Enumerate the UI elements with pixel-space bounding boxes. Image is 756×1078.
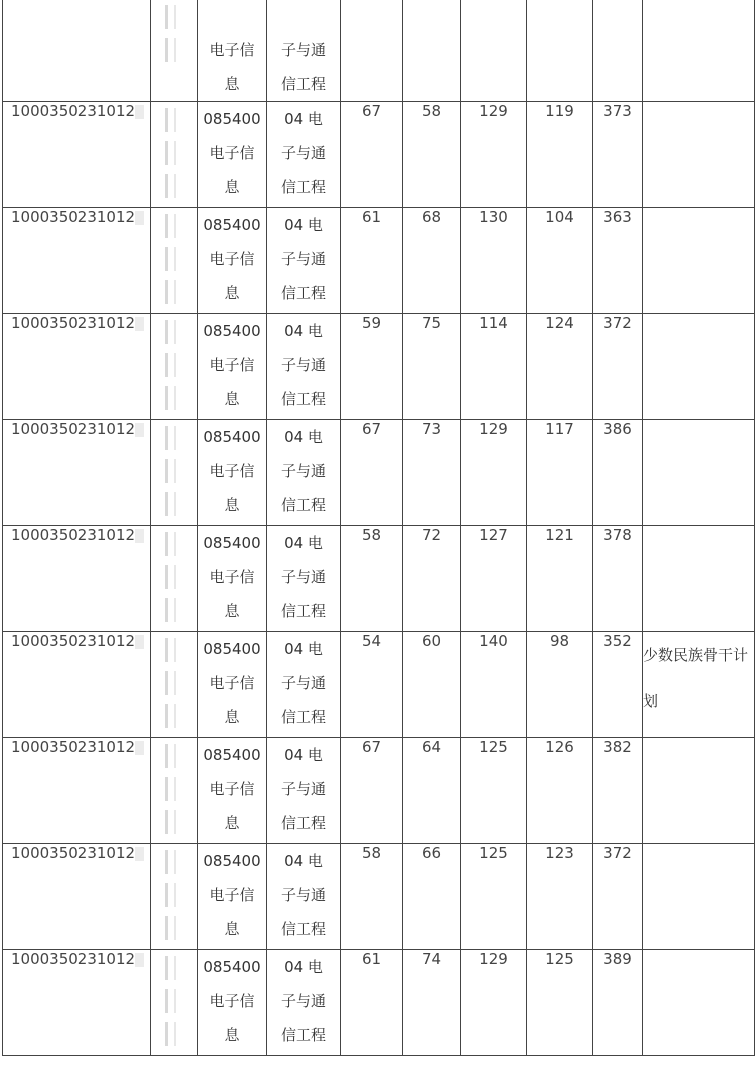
- redacted-name: [165, 5, 179, 62]
- redacted-name: [165, 744, 179, 834]
- candidate-id: 1000350231012: [11, 314, 136, 332]
- major-line: 子与通: [280, 674, 326, 692]
- remark-cell: [643, 738, 755, 844]
- total-score: [593, 0, 643, 102]
- program-code-cell: [198, 102, 267, 208]
- politics-score: 58: [341, 844, 403, 950]
- total-score: 352: [593, 632, 643, 738]
- major-line: 信工程: [280, 75, 326, 93]
- major-line: 子与通: [280, 780, 326, 798]
- code-line: 电子信: [209, 462, 255, 480]
- politics-score: 67: [341, 738, 403, 844]
- candidate-id-cell: [3, 950, 151, 1056]
- english-score: 58: [403, 102, 461, 208]
- total-score: 389: [593, 950, 643, 1056]
- candidate-id-cell: [3, 844, 151, 950]
- table-row: [3, 844, 755, 950]
- english-score: 64: [403, 738, 461, 844]
- code-line: [198, 0, 266, 33]
- table-row: [3, 420, 755, 526]
- code-line: 息: [224, 178, 240, 196]
- major-line: 04 电: [284, 640, 323, 658]
- major-cell: [267, 420, 341, 526]
- math-score: [461, 0, 527, 102]
- redacted-digits: [135, 741, 144, 755]
- major-line: 信工程: [280, 708, 326, 726]
- redacted-name: [165, 638, 179, 728]
- redacted-digits: [135, 635, 144, 649]
- math-score: 129: [461, 420, 527, 526]
- code-line: 电子信: [209, 41, 255, 59]
- code-line: 085400: [203, 746, 261, 764]
- redacted-digits: [135, 423, 144, 437]
- code-line: 电子信: [209, 674, 255, 692]
- remark-cell: [643, 844, 755, 950]
- candidate-name-cell: [151, 738, 198, 844]
- math-score: 129: [461, 950, 527, 1056]
- code-line: 息: [224, 602, 240, 620]
- english-score: 73: [403, 420, 461, 526]
- politics-score: 61: [341, 208, 403, 314]
- professional-score: 126: [527, 738, 593, 844]
- major-line: 子与通: [280, 568, 326, 586]
- politics-score: 59: [341, 314, 403, 420]
- major-cell: [267, 314, 341, 420]
- redacted-name: [165, 108, 179, 198]
- program-code-cell: [198, 950, 267, 1056]
- professional-score: 117: [527, 420, 593, 526]
- table-row: [3, 738, 755, 844]
- program-code-cell: [198, 844, 267, 950]
- major-line: 子与通: [280, 886, 326, 904]
- major-line: 信工程: [280, 284, 326, 302]
- math-score: 127: [461, 526, 527, 632]
- math-score: 125: [461, 738, 527, 844]
- code-line: 电子信: [209, 144, 255, 162]
- candidate-id-cell: [3, 0, 151, 102]
- program-code-cell: [198, 208, 267, 314]
- code-line: 息: [224, 708, 240, 726]
- professional-score: 124: [527, 314, 593, 420]
- code-line: 电子信: [209, 992, 255, 1010]
- candidate-name-cell: [151, 526, 198, 632]
- major-line: [267, 0, 340, 33]
- english-score: 72: [403, 526, 461, 632]
- major-cell: [267, 950, 341, 1056]
- remark-cell: [643, 102, 755, 208]
- code-line: 085400: [203, 428, 261, 446]
- major-line: 子与通: [280, 462, 326, 480]
- program-code-cell: [198, 738, 267, 844]
- major-line: 04 电: [284, 852, 323, 870]
- major-line: 子与通: [280, 144, 326, 162]
- total-score: 386: [593, 420, 643, 526]
- code-line: 息: [224, 920, 240, 938]
- candidate-name-cell: [151, 420, 198, 526]
- politics-score: 61: [341, 950, 403, 1056]
- candidate-id-cell: [3, 738, 151, 844]
- code-line: 085400: [203, 852, 261, 870]
- major-line: 信工程: [280, 814, 326, 832]
- math-score: 114: [461, 314, 527, 420]
- code-line: 085400: [203, 110, 261, 128]
- professional-score: 123: [527, 844, 593, 950]
- redacted-name: [165, 956, 179, 1046]
- program-code-cell: [198, 314, 267, 420]
- code-line: 电子信: [209, 356, 255, 374]
- major-cell: [267, 0, 341, 102]
- total-score: 363: [593, 208, 643, 314]
- table-row: [3, 208, 755, 314]
- major-line: 信工程: [280, 920, 326, 938]
- math-score: 130: [461, 208, 527, 314]
- code-line: 息: [224, 390, 240, 408]
- code-line: 息: [224, 496, 240, 514]
- math-score: 129: [461, 102, 527, 208]
- candidate-id-cell: [3, 102, 151, 208]
- total-score: 373: [593, 102, 643, 208]
- code-line: 息: [224, 814, 240, 832]
- english-score: 60: [403, 632, 461, 738]
- program-code-cell: [198, 0, 267, 102]
- professional-score: 104: [527, 208, 593, 314]
- total-score: 382: [593, 738, 643, 844]
- candidate-id: 1000350231012: [11, 738, 136, 756]
- candidate-name-cell: [151, 102, 198, 208]
- major-cell: [267, 526, 341, 632]
- major-cell: [267, 102, 341, 208]
- redacted-digits: [135, 953, 144, 967]
- math-score: 125: [461, 844, 527, 950]
- english-score: 75: [403, 314, 461, 420]
- table-row: [3, 526, 755, 632]
- math-score: 140: [461, 632, 527, 738]
- candidate-id: 1000350231012: [11, 102, 136, 120]
- program-code-cell: [198, 526, 267, 632]
- table-row: [3, 314, 755, 420]
- english-score: 68: [403, 208, 461, 314]
- politics-score: 67: [341, 420, 403, 526]
- major-cell: [267, 208, 341, 314]
- redacted-name: [165, 214, 179, 304]
- candidate-name-cell: [151, 950, 198, 1056]
- candidate-id: 1000350231012: [11, 950, 136, 968]
- redacted-name: [165, 532, 179, 622]
- table-body: [3, 0, 755, 1056]
- professional-score: 119: [527, 102, 593, 208]
- redacted-digits: [135, 529, 144, 543]
- major-line: 信工程: [280, 390, 326, 408]
- major-line: 信工程: [280, 178, 326, 196]
- major-line: 信工程: [280, 496, 326, 514]
- remark-cell: [643, 208, 755, 314]
- politics-score: 54: [341, 632, 403, 738]
- total-score: 378: [593, 526, 643, 632]
- total-score: 372: [593, 844, 643, 950]
- english-score: 74: [403, 950, 461, 1056]
- candidate-id-cell: [3, 208, 151, 314]
- total-score: 372: [593, 314, 643, 420]
- redacted-digits: [135, 105, 144, 119]
- admission-score-table: [2, 0, 755, 1056]
- candidate-name-cell: [151, 208, 198, 314]
- table-row: [3, 102, 755, 208]
- candidate-name-cell: [151, 632, 198, 738]
- remark-cell: [643, 0, 755, 102]
- major-line: 子与通: [280, 356, 326, 374]
- major-line: 04 电: [284, 322, 323, 340]
- major-cell: [267, 844, 341, 950]
- professional-score: 121: [527, 526, 593, 632]
- code-line: 电子信: [209, 780, 255, 798]
- code-line: 电子信: [209, 568, 255, 586]
- candidate-id-cell: [3, 526, 151, 632]
- politics-score: 67: [341, 102, 403, 208]
- candidate-name-cell: [151, 0, 198, 102]
- candidate-id: 1000350231012: [11, 208, 136, 226]
- remark-cell: [643, 314, 755, 420]
- major-cell: [267, 632, 341, 738]
- code-line: 085400: [203, 958, 261, 976]
- code-line: 085400: [203, 216, 261, 234]
- professional-score: 98: [527, 632, 593, 738]
- table-row: [3, 0, 755, 102]
- redacted-digits: [135, 317, 144, 331]
- program-code-cell: [198, 420, 267, 526]
- professional-score: [527, 0, 593, 102]
- professional-score: 125: [527, 950, 593, 1056]
- code-line: 息: [224, 1026, 240, 1044]
- redacted-name: [165, 426, 179, 516]
- code-line: 085400: [203, 534, 261, 552]
- major-line: 04 电: [284, 216, 323, 234]
- major-line: 子与通: [280, 992, 326, 1010]
- candidate-id-cell: [3, 632, 151, 738]
- major-cell: [267, 738, 341, 844]
- politics-score: [341, 0, 403, 102]
- candidate-id-cell: [3, 314, 151, 420]
- table-row: [3, 632, 755, 738]
- major-line: 04 电: [284, 746, 323, 764]
- program-code-cell: [198, 632, 267, 738]
- candidate-id-cell: [3, 420, 151, 526]
- remark-cell: [643, 950, 755, 1056]
- remark-cell: [643, 420, 755, 526]
- english-score: 66: [403, 844, 461, 950]
- major-line: 04 电: [284, 958, 323, 976]
- candidate-name-cell: [151, 844, 198, 950]
- major-line: 子与通: [280, 250, 326, 268]
- major-line: 信工程: [280, 602, 326, 620]
- english-score: [403, 0, 461, 102]
- major-line: 信工程: [280, 1026, 326, 1044]
- major-line: 子与通: [280, 41, 326, 59]
- redacted-digits: [135, 847, 144, 861]
- candidate-id: 1000350231012: [11, 844, 136, 862]
- politics-score: 58: [341, 526, 403, 632]
- remark-cell: [643, 526, 755, 632]
- code-line: 电子信: [209, 250, 255, 268]
- redacted-digits: [135, 211, 144, 225]
- redacted-name: [165, 320, 179, 410]
- redacted-name: [165, 850, 179, 940]
- code-line: 息: [224, 75, 240, 93]
- candidate-id: 1000350231012: [11, 526, 136, 544]
- major-line: 04 电: [284, 428, 323, 446]
- code-line: 电子信: [209, 886, 255, 904]
- code-line: 085400: [203, 640, 261, 658]
- remark-cell: 少数民族骨干计划: [643, 632, 755, 738]
- candidate-id: 1000350231012: [11, 632, 136, 650]
- table-row: [3, 950, 755, 1056]
- candidate-name-cell: [151, 314, 198, 420]
- code-line: 085400: [203, 322, 261, 340]
- code-line: 息: [224, 284, 240, 302]
- major-line: 04 电: [284, 534, 323, 552]
- candidate-id: 1000350231012: [11, 420, 136, 438]
- major-line: 04 电: [284, 110, 323, 128]
